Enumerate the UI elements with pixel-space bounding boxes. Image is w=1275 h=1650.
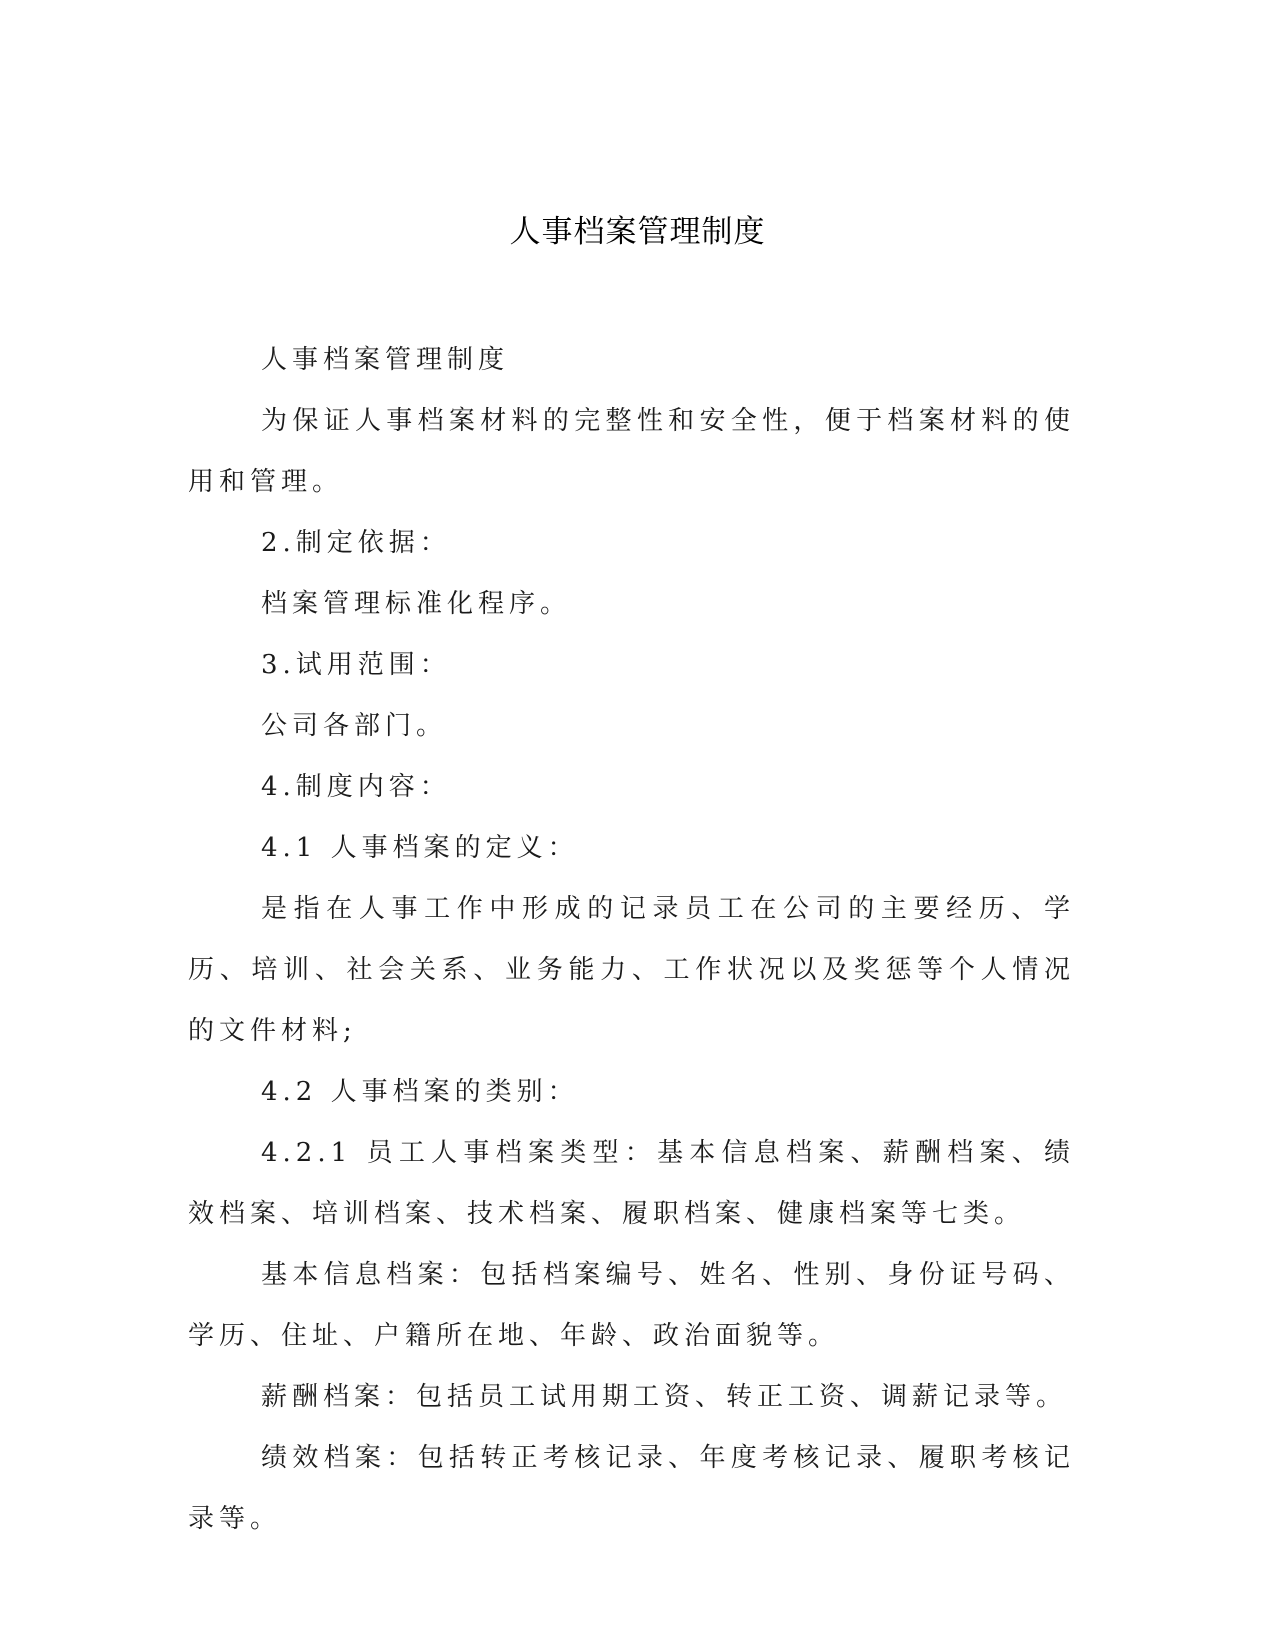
paragraph-heading: 人事档案管理制度 — [261, 345, 510, 375]
paragraph-scope-heading: 3.试用范围： — [261, 650, 451, 680]
paragraph-definition: 是指在人事工作中形成的记录员工在公司的主要经历、学历、培训、社会关系、业务能力、工作状况以及奖惩等个人情况的文件材料; — [188, 894, 1075, 1046]
paragraph-basis: 档案管理标准化程序。 — [261, 589, 572, 619]
document-title: 人事档案管理制度 — [509, 214, 766, 250]
paragraph-category-types: 4.2.1 员工人事档案类型：基本信息档案、薪酬档案、绩效档案、培训档案、技术档案、履职档案、健康档案等七类。 — [188, 1138, 1075, 1229]
paragraph-salary: 薪酬档案：包括员工试用期工资、转正工资、调薪记录等。 — [261, 1382, 1068, 1412]
paragraph-definition-heading: 4.1 人事档案的定义： — [261, 833, 579, 863]
paragraph-purpose: 为保证人事档案材料的完整性和安全性，便于档案材料的使用和管理。 — [188, 406, 1075, 497]
paragraph-basic-info: 基本信息档案：包括档案编号、姓名、性别、身份证号码、学历、住址、户籍所在地、年龄、政治面貌等。 — [188, 1260, 1075, 1351]
paragraph-basis-heading: 2.制定依据： — [261, 528, 451, 558]
paragraph-performance: 绩效档案：包括转正考核记录、年度考核记录、履职考核记录等。 — [188, 1443, 1075, 1534]
document-body — [188, 330, 1075, 1550]
paragraph-category-heading: 4.2 人事档案的类别： — [261, 1077, 579, 1107]
paragraph-scope: 公司各部门。 — [261, 711, 448, 741]
paragraph-content-heading: 4.制度内容： — [261, 772, 451, 802]
